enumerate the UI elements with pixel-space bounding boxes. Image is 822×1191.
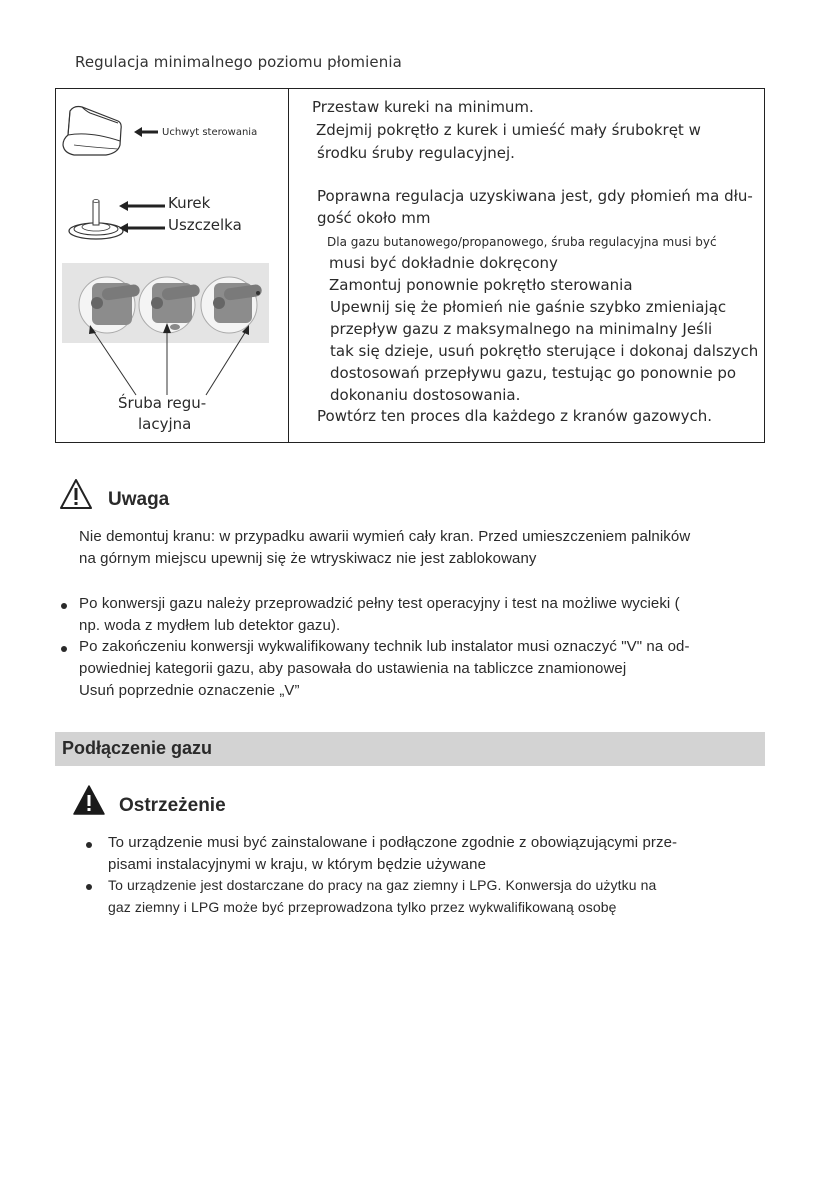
seal-label: Uszczelka (168, 216, 242, 234)
instruction-line: musi być dokładnie dokręcony (329, 254, 558, 272)
section-header (55, 732, 765, 766)
arrow-left-icon (134, 127, 158, 137)
instruction-line: tak się dzieje, usuń pokrętło sterujące i dokonaj dalszych (330, 342, 759, 360)
instruction-line: dostosowań przepływu gazu, testując go ponownie po (330, 364, 737, 382)
instruction-line: Zamontuj ponownie pokrętło sterowania (329, 276, 633, 294)
instruction-table (55, 88, 765, 443)
bullet-icon (61, 603, 67, 609)
warning-outline-icon (59, 478, 93, 510)
instruction-line: gość około mm (317, 209, 431, 227)
caution-heading: Uwaga (108, 489, 170, 510)
warning-bullet-text: To urządzenie jest dostarczane do pracy na gaz ziemny i LPG. Konwersja do użytku na (108, 877, 657, 893)
instruction-line: Zdejmij pokrętło z kurek i umieść mały śrubokręt w (316, 121, 701, 139)
bullet-text: powiedniej kategorii gazu, aby pasowała do ustawienia na tabliczce znamionowej (79, 660, 627, 677)
bullet-icon (86, 884, 92, 890)
warning-bullet-text: pisami instalacyjnymi w kraju, w którym będzie używane (108, 856, 487, 873)
section-title: Podłączenie gazu (62, 738, 213, 758)
bullet-icon (61, 646, 67, 652)
arrow-left-icon (119, 223, 165, 233)
control-knob-icon (60, 101, 130, 161)
knob-label: Uchwyt sterowania (162, 127, 258, 138)
bullet-text: Usuń poprzednie oznaczenie „V” (79, 682, 300, 699)
page-title: Regulacja minimalnego poziomu płomienia (75, 53, 402, 71)
tap-label: Kurek (168, 194, 211, 212)
instruction-line: Upewnij się że płomień nie gaśnie szybko zmieniając (330, 298, 727, 316)
instruction-line: dokonaniu dostosowania. (330, 386, 521, 404)
warning-heading: Ostrzeżenie (119, 795, 226, 816)
instruction-line: przepływ gazu z maksymalnego na minimalny Jeśli (330, 320, 713, 338)
pointer-arrows-icon (56, 319, 288, 399)
instruction-line: Powtórz ten proces dla każdego z kranów gazowych. (317, 407, 712, 425)
bullet-text: np. woda z mydłem lub detektor gazu). (79, 617, 341, 634)
instruction-line: Dla gazu butanowego/propanowego, śruba regulacyjna musi być (327, 235, 717, 249)
warning-bullet-text: To urządzenie musi być zainstalowane i podłączone zgodnie z obowiązującymi prze- (108, 834, 678, 851)
bullet-text: Po konwersji gazu należy przeprowadzić pełny test operacyjny i test na możliwe wycieki ( (79, 595, 680, 612)
bullet-icon (86, 842, 92, 848)
tap-seal-icon (66, 197, 126, 241)
screw-label-line2: lacyjna (138, 415, 192, 433)
caution-text: na górnym miejscu upewnij się że wtryskiwacz nie jest zablokowany (79, 550, 537, 567)
table-divider (288, 89, 289, 442)
instruction-line: Poprawna regulacja uzyskiwana jest, gdy płomień ma dłu- (317, 187, 753, 205)
instruction-line: środku śruby regulacyjnej. (317, 144, 515, 162)
arrow-left-icon (119, 201, 165, 211)
bullet-text: Po zakończeniu konwersji wykwalifikowany technik lub instalator musi oznaczyć "V" na od- (79, 638, 690, 655)
warning-filled-icon (72, 784, 106, 816)
warning-bullet-text: gaz ziemny i LPG może być przeprowadzona tylko przez wykwalifikowaną osobę (108, 899, 617, 915)
screw-label-line1: Śruba regu- (118, 394, 207, 412)
instruction-line: Przestaw kureki na minimum. (312, 98, 534, 116)
caution-text: Nie demontuj kranu: w przypadku awarii wymień cały kran. Przed umieszczeniem palników (79, 528, 691, 545)
